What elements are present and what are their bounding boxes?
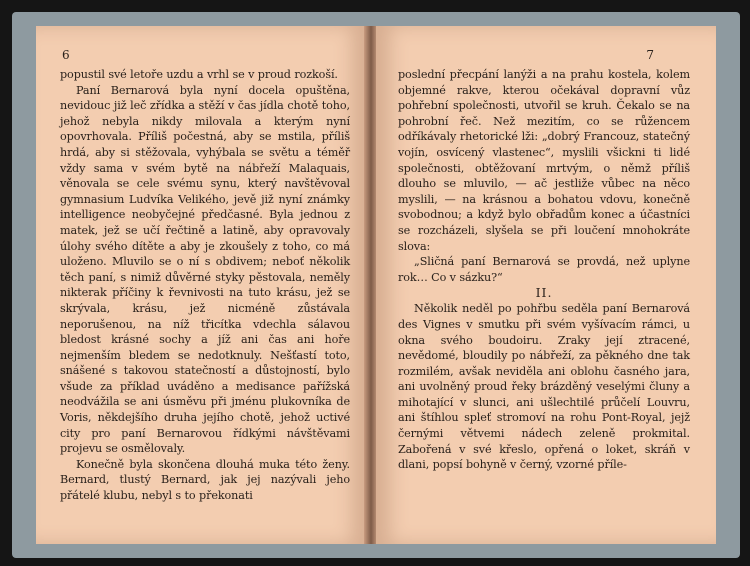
right-page [376,26,716,544]
paragraph: „Sličná paní Bernarová se provdá, než uplyne rok… Co v sázku?“ [398,255,690,284]
page-number: 6 [62,48,70,62]
page-number: 7 [646,48,654,62]
page-text [60,67,350,504]
paragraph: Konečně byla skončena dlouhá muka této ženy. Bernard, tlustý Bernard, jak jej nazývali jeho přátelé klubu, nebyl s to překonati [60,457,350,503]
paragraph: poslední přecpání lanýži a na prahu kostela, kolem objemné rakve, kterou očekával dopravní vůz pohřební společnosti, utvořil se kruh. Čekalo se na pohrobní řeč. Než mezitím, co se růžencem odříkávaly rhetorické lži: „dobrý Francouz, statečný vojín, osvícený vlastenec“, myslili všickni ti lidé společnosti, obtěžovaní mrtvým, o němž příliš dlouho se mluvilo, — ač jestliže vůbec na něco myslili, — na krásnou a bohatou vdovu, konečně svobodnou; a když bylo obřadům konec a účastníci se rozcházeli, slyšela se při loučení mnohokráte slova: [398,68,690,253]
paragraph: popustil své letoře uzdu a vrhl se v proud rozkoší. [60,68,338,81]
page-text [398,67,690,473]
paragraph: Několik neděl po pohřbu seděla paní Bernarová des Vignes v smutku při svém vyšívacím rámci, u okna svého boudoiru. Zraky její ztracené, nevědomé, bloudily po nábřeží, za pěkného dne tak rozmilém, avšak neviděla ani oblohu časného jara, ani uvolněný proud řeky brázděný veselými čluny a mihotající v slunci, ani ušlechtilé průčelí Louvru, ani štíhlou spleť stromoví na rohu Pont-Royal, jejž černými větvemi nádech zeleně prokmital. Zabořená v své křeslo, opřená o loket, skráň v dlani, popsí bohyně v černý, vzorné příle- [398,302,690,472]
paragraph: Paní Bernarová byla nyní docela opuštěna, nevidouc již leč zřídka a stěží v čas jídla chotě toho, jehož nebyla nikdy milovala a kterým nyní opovrhovala. Příliš počestná, aby se mstila, příliš hrdá, aby si stěžovala, vyhýbala se světu a téměř vždy sama v svém bytě na nábřeží Malaquais, věnovala se cele svému synu, který navštěvoval gymnasium Ludvíka Velikého, jevě již nyní známky intelligence neobyčejné předčasné. Byla jednou z matek, jež se učí řečtině a latině, aby opravovaly úlohy svého dítěte a aby je zkoušely z toho, co má uloženo. Mluvilo se o ní s obdivem; neboť několik těch paní, s nimiž důvěrné styky pěstovala, neměly nikterak příčiny k řevnivosti na tuto krásu, jež se skrývala, krásu, jež nicméně zůstávala neporušenou, na níž třicítka vdechla sálavou bledost krásné sochy a jíž ani čas ani hoře nejmenším bledem se nedotknuly. Nešťastí toto, snášené s takovou statečností a důstojností, bylo všude za příklad uváděno a medisance pařížská neodvážila se ani úsměvu při jménu plukovníka de Voris, někdejšího druha jejího chotě, jehož uctivé city pro paní Bernarovou řídkými návštěvami projevu se osmělovaly. [60,83,350,456]
chapter-heading: II. [535,285,553,301]
left-page [36,26,366,544]
